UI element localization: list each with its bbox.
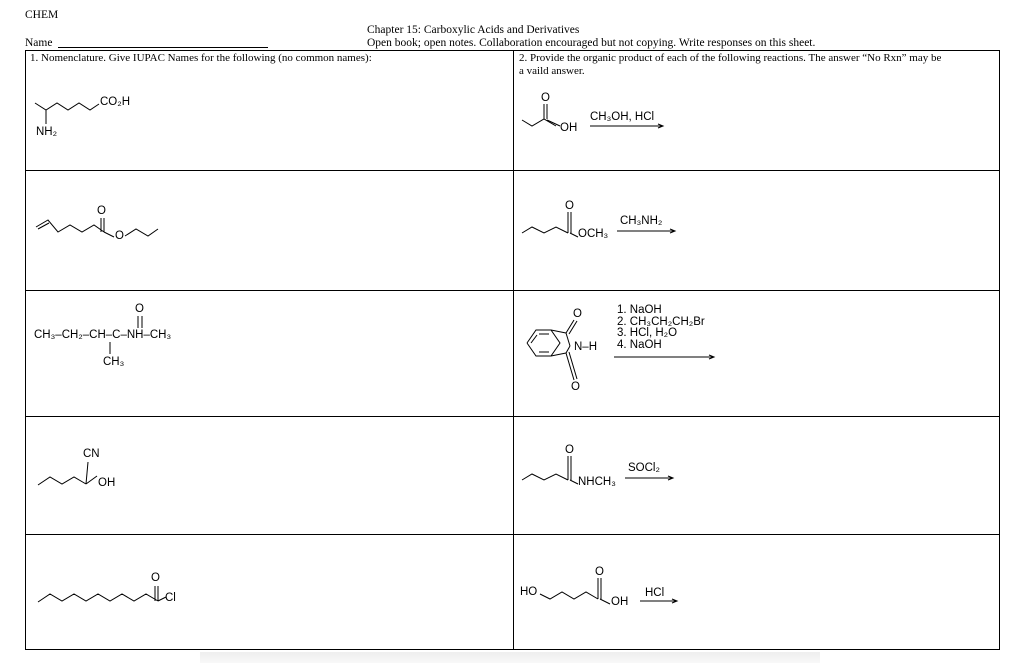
r2-reagent: CH₃NH₂ xyxy=(620,215,663,227)
r3-step-3: 3. HCl, H₂O xyxy=(617,327,678,339)
structure-1-skeleton xyxy=(35,103,99,124)
s2-ester-o: O xyxy=(115,230,124,242)
question-1-heading: 1. Nomenclature. Give IUPAC Names for the following (no common names): xyxy=(30,52,372,64)
r3-step-1: 1. NaOH xyxy=(617,304,662,316)
r5-carbonyl-o: O xyxy=(595,566,604,578)
question-2-heading-cont: a vaild answer. xyxy=(519,65,585,77)
name-label: Name xyxy=(25,37,53,49)
structure-5-skeleton xyxy=(38,586,166,602)
s5-carbonyl-o: O xyxy=(151,572,160,584)
r1-reagent: CH₃OH, HCl xyxy=(590,111,655,123)
s3-main-chain: CH₃–CH₂–CH–C–NH–CH₃ xyxy=(34,329,172,341)
s1-carboxyl-label: CO₂H xyxy=(100,96,131,108)
chapter-title: Chapter 15: Carboxylic Acids and Derivatives xyxy=(367,24,580,36)
r1-carbonyl-o: O xyxy=(541,92,550,104)
structure-2-skeleton xyxy=(36,218,158,237)
r4-carbonyl-o: O xyxy=(565,444,574,456)
r4-reagent: SOCl₂ xyxy=(628,462,660,474)
s5-chloride: Cl xyxy=(165,592,176,604)
s3-carbonyl-o: O xyxy=(135,303,144,315)
r3-top-o: O xyxy=(573,308,582,320)
s4-nitrile-label: CN xyxy=(83,448,100,460)
r3-steps xyxy=(617,305,705,351)
page-bottom-shadow xyxy=(200,652,820,663)
r5-ho: HO xyxy=(520,586,538,598)
structure-4-skeleton xyxy=(38,462,97,485)
r1-oh: OH xyxy=(560,122,578,134)
instructions: Open book; open notes. Collaboration encouraged but not copying. Write responses on this sheet. xyxy=(367,37,816,49)
s4-hydroxyl-label: OH xyxy=(98,477,116,489)
r4-nhch3: NHCH₃ xyxy=(578,476,616,488)
course-label: CHEM xyxy=(25,9,59,21)
s3-branch: CH₃ xyxy=(103,356,125,368)
r3-step-2: 2. CH₃CH₂CH₂Br xyxy=(617,315,705,328)
r3-bottom-o: O xyxy=(571,381,580,393)
r5-oh: OH xyxy=(611,596,629,608)
question-2-heading: 2. Provide the organic product of each of the following reactions. The answer “No Rxn” may be xyxy=(519,52,942,64)
r5-reagent: HCl xyxy=(645,587,665,599)
r2-och3: OCH₃ xyxy=(578,228,609,240)
r3-step-4: 4. NaOH xyxy=(617,338,662,351)
r2-carbonyl-o: O xyxy=(565,200,574,212)
s2-carbonyl-o: O xyxy=(97,205,106,217)
s1-amine-label: NH₂ xyxy=(36,126,58,138)
r3-nh: N–H xyxy=(574,341,598,353)
